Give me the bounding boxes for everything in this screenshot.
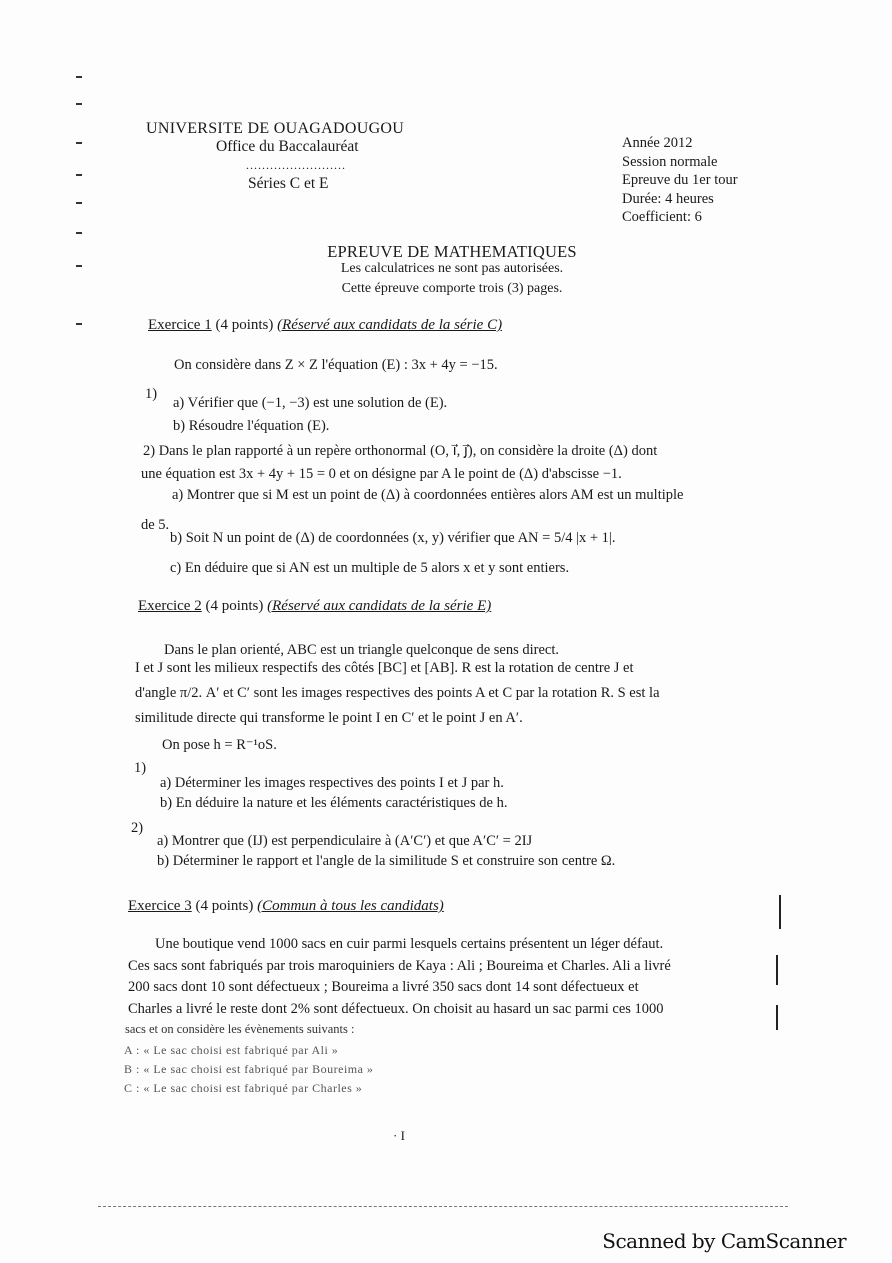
exercise-3-event-a: A : « Le sac choisi est fabriqué par Ali » [124,1043,339,1057]
exercise-3-event-c: C : « Le sac choisi est fabriqué par Charles » [124,1081,363,1095]
exercise-3-points: (4 points) [195,898,254,914]
exam-title: EPREUVE DE MATHEMATIQUES [327,242,577,261]
scan-artifact [98,1206,788,1207]
exercise-3-line5: sacs et on considère les évènements suivants : [125,1022,355,1036]
scan-artifact [776,955,778,985]
separator-dots: ......................... [246,158,346,172]
scan-artifact [76,323,82,325]
exercise-1-q2a-line2: de 5. [141,517,170,533]
exercise-2-q1b: b) En déduire la nature et les éléments caractéristiques de h. [160,795,508,811]
exam-coefficient: Coefficient: 6 [622,209,702,225]
exercise-2-q1a: a) Déterminer les images respectives des points I et J par h. [160,775,504,791]
exercise-3-line4: Charles a livré le reste dont 2% sont défectueux. On choisit au hasard un sac parmi ces 1000 [128,1001,664,1017]
series-label: Séries C et E [248,175,329,192]
exercise-3-note: (Commun à tous les candidats) [257,898,444,914]
scan-artifact [76,232,82,234]
exercise-2-line5: On pose h = R⁻¹oS. [162,737,277,753]
scan-artifact [76,103,82,105]
exercise-1-name: Exercice 1 [148,317,212,333]
exercise-3-line1: Une boutique vend 1000 sacs en cuir parmi lesquels certains présentent un léger défaut. [155,936,664,952]
exercise-1-q2-line1: 2) Dans le plan rapporté à un repère orthonormal (O, i⃗, j⃗), on considère la droite (Δ) dont [143,443,658,459]
exercise-1-q2-line2: une équation est 3x + 4y + 15 = 0 et on désigne par A le point de (Δ) d'abscisse −1. [141,466,622,482]
exercise-2-q2b: b) Déterminer le rapport et l'angle de la similitude S et construire son centre Ω. [157,853,616,869]
exercise-1-heading [148,317,502,334]
exercise-1-note: (Réservé aux candidats de la série C) [277,317,503,333]
exercise-2-q1-number: 1) [134,760,147,776]
exercise-3-heading [128,898,444,915]
exercise-2-q2-number: 2) [131,820,144,836]
exercise-1-q1-number: 1) [145,386,158,402]
exam-round: Epreuve du 1er tour [622,172,738,188]
exercise-2-q2a: a) Montrer que (IJ) est perpendiculaire à (A′C′) et que A′C′ = 2IJ [157,833,533,849]
scanner-watermark: Scanned by CamScanner [602,1229,846,1253]
scan-artifact [776,1005,778,1030]
exercise-2-line4: similitude directe qui transforme le point I en C′ et le point J en A′. [135,710,523,726]
exam-duration: Durée: 4 heures [622,190,714,207]
exercise-1-q2b: b) Soit N un point de (Δ) de coordonnées (x, y) vérifier que AN = 5/4 |x + 1|. [170,530,616,546]
exercise-1-intro: On considère dans Z × Z l'équation (E) : 3x + 4y = −15. [174,357,498,373]
scan-artifact [76,202,82,204]
exercise-3-name: Exercice 3 [128,898,192,914]
exercise-2-note: (Réservé aux candidats de la série E) [267,598,492,614]
exam-subtitle-pages: Cette épreuve comporte trois (3) pages. [341,281,563,296]
exam-info [622,134,822,227]
scan-artifact [76,142,82,144]
exercise-2-line1: Dans le plan orienté, ABC est un triangle quelconque de sens direct. [164,642,560,658]
scan-artifact [779,895,781,929]
exercise-3-event-b: B : « Le sac choisi est fabriqué par Boureima » [124,1062,374,1076]
exercise-1-points: (4 points) [215,317,274,333]
exercise-3-line3: 200 sacs dont 10 sont défectueux ; Boureima a livré 350 sacs dont 14 sont défectueux et [128,979,639,995]
exercise-2-line2: I et J sont les milieux respectifs des côtés [BC] et [AB]. R est la rotation de centre J et [135,660,634,676]
exam-subtitle-calculators: Les calculatrices ne sont pas autorisées. [340,261,564,276]
office-name: Office du Baccalauréat [216,138,359,155]
exercise-2-heading [138,598,491,615]
page-number: · I [393,1128,405,1143]
scan-artifact [76,76,82,78]
scan-artifact [76,174,82,176]
exam-session: Session normale [622,153,718,170]
university-name: UNIVERSITE DE OUAGADOUGOU [146,120,405,137]
exercise-2-name: Exercice 2 [138,598,202,614]
exercise-2-line3: d'angle π/2. A′ et C′ sont les images respectives des points A et C par la rotation R. S est la [135,685,660,701]
exercise-2-points: (4 points) [205,598,264,614]
exercise-1-q1a: a) Vérifier que (−1, −3) est une solution de (E). [173,395,448,411]
exercise-1-q1b: b) Résoudre l'équation (E). [173,418,330,434]
exercise-3-line2: Ces sacs sont fabriqués par trois maroquiniers de Kaya : Ali ; Boureima et Charles. Ali a livré [128,958,671,974]
scan-artifact [76,265,82,267]
exam-year: Année 2012 [622,135,693,151]
exercise-1-q2a-line1: a) Montrer que si M est un point de (Δ) à coordonnées entières alors AM est un multiple [172,487,684,503]
exercise-1-q2c: c) En déduire que si AN est un multiple de 5 alors x et y sont entiers. [170,560,570,576]
